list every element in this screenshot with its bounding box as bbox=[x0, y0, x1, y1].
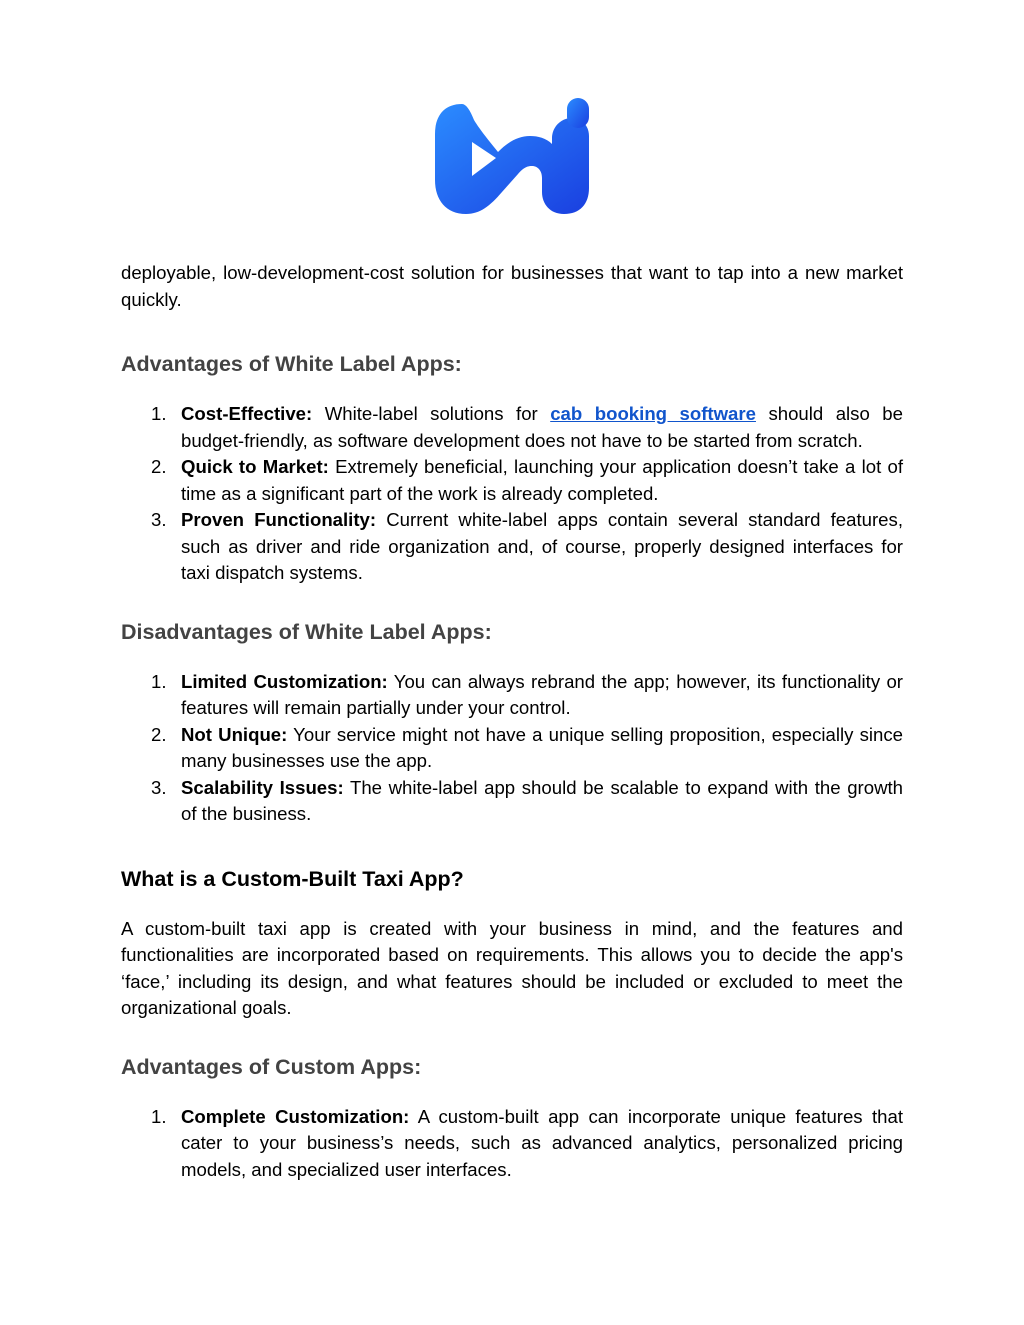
item-text: The white-label app should be scalable to expand with the growth of the business. bbox=[181, 776, 904, 824]
item-text: should also be budget-friendly, as software development does not have to be started from scratch. bbox=[181, 403, 903, 451]
list-advantages-custom bbox=[121, 1104, 903, 1184]
list-item bbox=[121, 507, 903, 587]
heading-disadvantages-white-label: Disadvantages of White Label Apps: bbox=[121, 619, 492, 644]
item-title: Limited Customization: bbox=[181, 670, 388, 692]
item-title: Not Unique: bbox=[181, 723, 288, 745]
item-text: You can always rebrand the app; however, its functionality or features will remain partially under your control. bbox=[181, 670, 903, 718]
brand-logo-icon bbox=[432, 96, 592, 220]
list-item bbox=[121, 454, 903, 507]
list-number: 3. bbox=[151, 509, 167, 530]
heading-advantages-white-label: Advantages of White Label Apps: bbox=[121, 352, 462, 376]
list-item bbox=[121, 669, 903, 722]
list-item bbox=[121, 401, 903, 454]
custom-app-paragraph: A custom-built taxi app is created with your business in mind, and the features and functionalities are incorporated based on requirements. This allows you to decide the app's ‘face,’ including its design, and what features should be included or excluded to meet the organizational goals. bbox=[121, 917, 903, 1018]
intro-paragraph: deployable, low-development-cost solution for businesses that want to tap into a new market quickly. bbox=[121, 262, 903, 310]
list-advantages-white-label bbox=[121, 401, 903, 587]
document-content bbox=[121, 260, 903, 1183]
heading-custom-built-taxi-app: What is a Custom-Built Taxi App? bbox=[121, 866, 464, 891]
item-title: Proven Functionality: bbox=[181, 509, 377, 530]
item-text: Your service might not have a unique selling proposition, especially since many businesses use the app. bbox=[181, 723, 903, 771]
item-text: Extremely beneficial, launching your application doesn’t take a lot of time as a significant part of the work is already completed. bbox=[181, 456, 903, 504]
item-text: A custom-built app can incorporate unique features that cater to your business’s needs, such as advanced analytics, personalized pricing models, and specialized user interfaces. bbox=[181, 1105, 903, 1180]
list-number: 2. bbox=[151, 456, 167, 477]
heading-advantages-custom: Advantages of Custom Apps: bbox=[121, 1054, 422, 1079]
list-item bbox=[121, 775, 903, 828]
list-number: 3. bbox=[151, 776, 167, 798]
item-title: Cost-Effective: bbox=[181, 403, 313, 424]
item-title: Quick to Market: bbox=[181, 456, 329, 477]
cab-booking-software-link[interactable]: cab booking software bbox=[550, 403, 756, 424]
list-disadvantages-white-label bbox=[121, 669, 903, 828]
list-item bbox=[121, 722, 903, 775]
item-title: Complete Customization: bbox=[181, 1105, 410, 1127]
item-text: Current white-label apps contain several standard features, such as driver and ride organization and, of course, properly designed interfaces for taxi dispatch systems. bbox=[181, 509, 903, 583]
list-number: 1. bbox=[151, 1105, 167, 1127]
list-number: 1. bbox=[151, 670, 167, 692]
item-title: Scalability Issues: bbox=[181, 776, 344, 798]
list-number: 2. bbox=[151, 723, 167, 745]
list-number: 1. bbox=[151, 403, 167, 424]
list-item bbox=[121, 1104, 903, 1184]
item-text: White-label solutions for bbox=[312, 403, 551, 424]
